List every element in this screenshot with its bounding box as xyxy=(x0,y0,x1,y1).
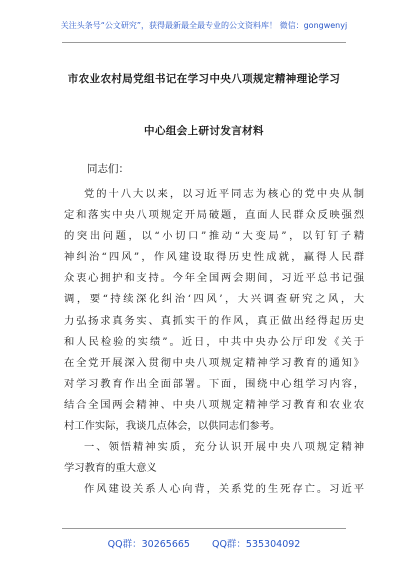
document-title-line-2: 中心组会上研讨发言材料 xyxy=(144,125,264,137)
document-title-line-1: 市农业农村局党组书记在学习中央八项规定精神理论学习 xyxy=(67,73,341,85)
section-heading-line: 一、领悟精神实质，充分认识开展中央八项规定精神 xyxy=(84,441,364,454)
body-line: 力弘扬求真务实、真抓实干的作风，真正做出经得起历史 xyxy=(64,314,364,327)
body-line: 的突出问题，以“小切口”推动“大变局”，以钉钉子精 xyxy=(64,230,364,243)
body-line: 党的十八大以来，以习近平同志为核心的党中央从制 xyxy=(84,188,364,200)
salutation: 同志们： xyxy=(87,163,129,175)
header-banner[interactable]: 关注头条号“公文研究”，获得最新最全最专业的公文资料库！ 微信：gongwenyj xyxy=(60,21,348,30)
section-heading-line: 学习教育的重大意义 xyxy=(64,462,157,475)
body-line: 在全党开展深入贯彻中央八项规定精神学习教育的通知》 xyxy=(64,356,364,369)
document-body xyxy=(64,184,364,500)
qq-group-1[interactable]: QQ群：30265665 xyxy=(107,539,190,550)
header-divider xyxy=(62,42,346,43)
body-line: 作风建设关系人心向背，关系党的生死存亡。习近平 xyxy=(84,483,364,496)
body-line: 定和落实中央八项规定开局破题，直面人民群众反映强烈 xyxy=(64,209,364,222)
body-line: 村工作实际，我谈几点体会，以供同志们参考。 xyxy=(64,420,281,433)
body-line: 和人民检验的实绩”。近日，中共中央办公厅印发《关于 xyxy=(64,335,364,348)
body-line: 神纠治“四风”，作风建设取得历史性成就，赢得人民群 xyxy=(64,251,364,264)
qq-group-2[interactable]: QQ群：535304092 xyxy=(211,539,301,550)
body-line: 众衷心拥护和支持。今年全国两会期间，习近平总书记强 xyxy=(64,272,364,285)
body-line: 调，要“持续深化纠治‘四风’，大兴调查研究之风，大 xyxy=(64,293,364,306)
body-line: 结合全国两会精神、中央八项规定精神学习教育和农业农 xyxy=(64,398,364,411)
footer xyxy=(0,536,408,550)
body-line: 对学习教育作出全面部署。下面，围绕中心组学习内容， xyxy=(64,377,364,390)
footer-divider xyxy=(62,528,346,529)
